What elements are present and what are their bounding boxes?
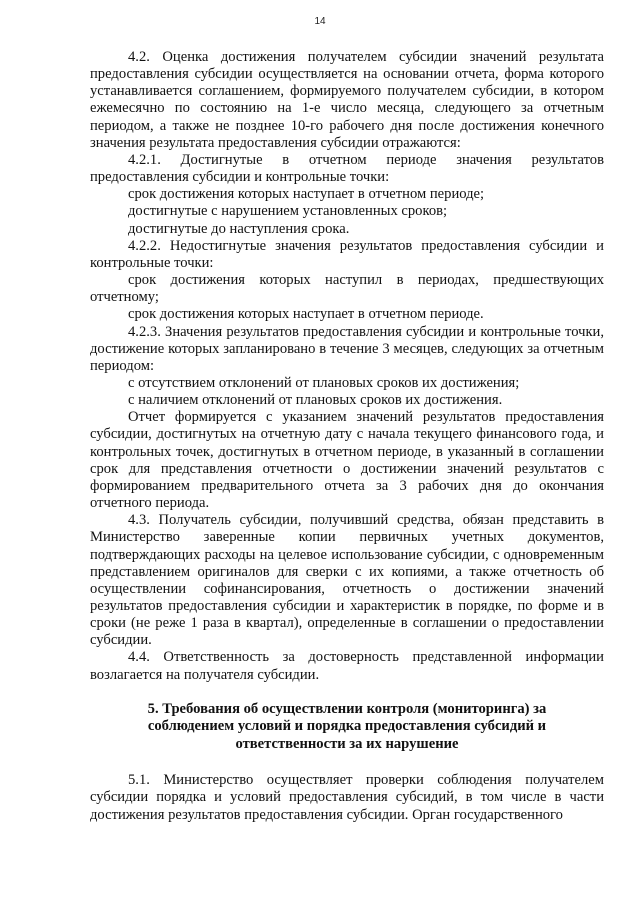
list-item: достигнутые с нарушением установленных сроков; (128, 203, 448, 220)
paragraph-5-1: 5.1. Министерство осуществляет проверки соблюдения получателем субсидии порядка и условий предоставления субсидий, в том числе в части достижения результатов предоставления субсидии. Орган государственного (90, 772, 604, 823)
list-item: достигнутые до наступления срока. (128, 220, 350, 237)
list-item: с отсутствием отклонений от плановых сроков их достижения; (128, 374, 520, 391)
paragraph-4-3: 4.3. Получатель субсидии, получивший средства, обязан представить в Министерство заверенные копии первичных учетных документов, подтверждающих расходы на целевое использование субсидии, с одновременным представлением оригиналов для сверки с их копиями, а также отчетность об осуществлении софинансирования, отчетность о достижении значений результатов предоставления субсидии и характеристик в порядке, по форме и в сроки (не реже 1 раза в квартал), определенные в соглашении о предоставлении субсидии. (90, 512, 604, 649)
document-body (90, 49, 604, 824)
list-item: срок достижения которых наступил в периодах, предшествующих отчетному; (90, 272, 604, 306)
list-item: срок достижения которых наступает в отчетном периоде; (128, 186, 485, 203)
paragraph-4-2-2: 4.2.2. Недостигнутые значения результатов предоставления субсидии и контрольные точки: (90, 237, 604, 271)
paragraph-4-4: 4.4. Ответственность за достоверность представленной информации возлагается на получателя субсидии. (90, 649, 604, 683)
paragraph-4-2-3: 4.2.3. Значения результатов предоставления субсидии и контрольные точки, достижение которых запланировано в течение 3 месяцев, следующих за отчетным периодом: (90, 323, 604, 374)
list-item: срок достижения которых наступает в отчетном периоде. (128, 306, 484, 323)
list-item: с наличием отклонений от плановых сроков их достижения. (128, 392, 503, 409)
page-number: 14 (314, 16, 326, 27)
section-heading: 5. Требования об осуществлении контроля (мониторинга) за соблюдением условий и порядка предоставления субсидий и ответственности за их нарушение (147, 700, 547, 752)
paragraph-4-2-1: 4.2.1. Достигнутые в отчетном периоде значения результатов предоставления субсидии и контрольные точки: (90, 151, 604, 186)
paragraph-report: Отчет формируется с указанием значений результатов предоставления субсидии, достигнутых на отчетную дату с начала текущего финансового года, и контрольных точек, достигнутых в отчетном периоде, в указанный в соглашении срок для представления отчетности о достижении значений результатов с формированием предварительного отчета за 3 рабочих дня до окончания отчетного периода. (90, 409, 604, 512)
paragraph-4-2: 4.2. Оценка достижения получателем субсидии значений результата предоставления субсидии осуществляется на основании отчета, форма которого устанавливается соглашением, формируемого получателем субсидии, в котором ежемесячно по состоянию на 1-е число месяца, следующего за отчетным периодом, а также не позднее 10-го рабочего дня после достижения конечного значения результата предоставления субсидии отражаются: (90, 49, 604, 151)
